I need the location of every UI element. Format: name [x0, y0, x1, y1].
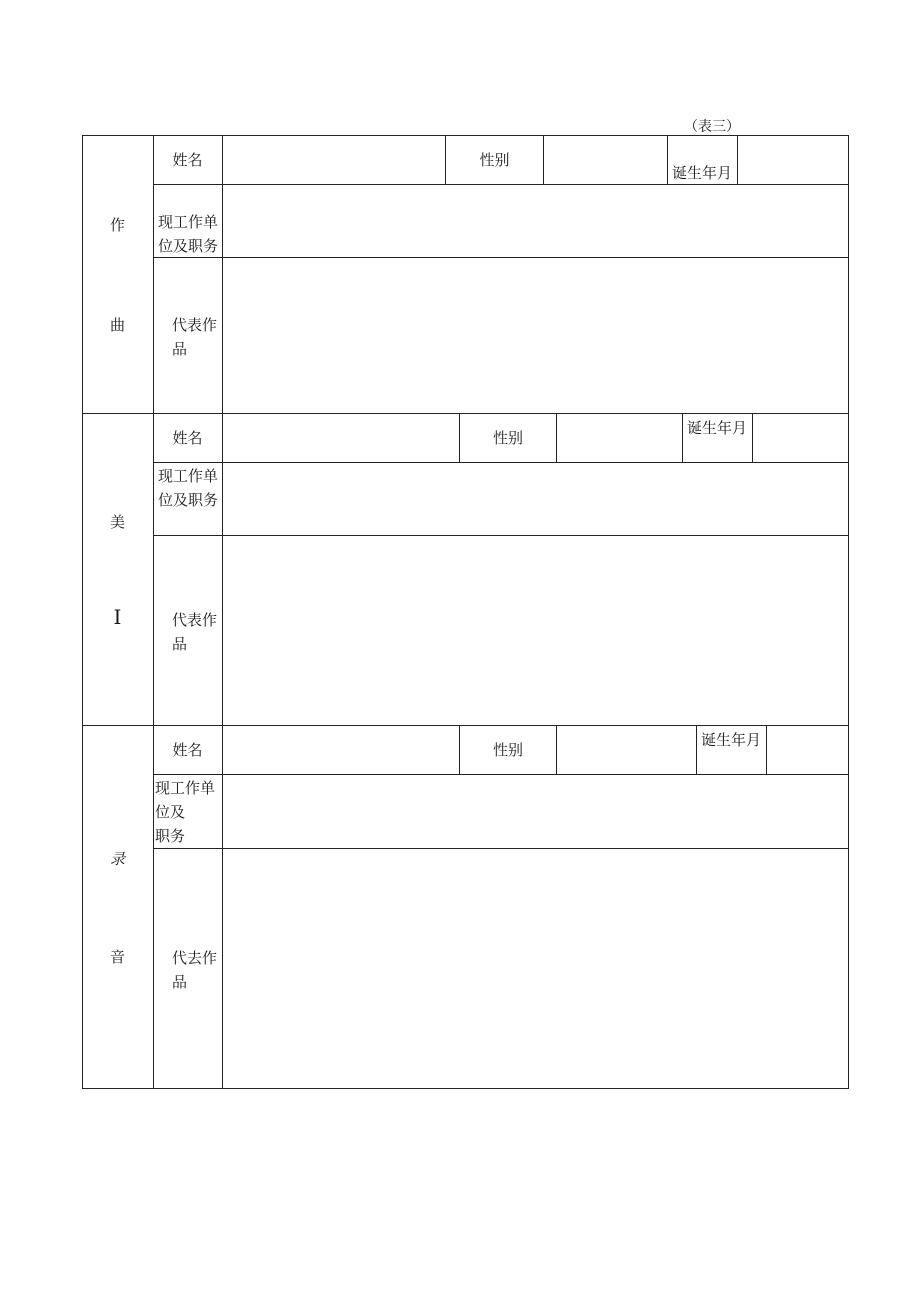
- representative-works-field[interactable]: [223, 849, 848, 1088]
- section-label-char-1: 美: [109, 513, 125, 531]
- work-unit-field[interactable]: [223, 185, 848, 257]
- section-label-char-1: 作: [109, 216, 125, 234]
- work-unit-label: 现工作单 位及职务: [158, 213, 219, 255]
- work-unit-field[interactable]: [223, 463, 848, 535]
- work-unit-label: 现工作单 位及 职务: [155, 779, 216, 845]
- gender-field[interactable]: [544, 136, 667, 184]
- representative-works-label: 代表作 品: [172, 611, 218, 653]
- name-label: 姓名: [172, 429, 203, 447]
- section-label-char-2: 曲: [109, 316, 125, 334]
- representative-works-field[interactable]: [223, 536, 848, 725]
- name-label: 姓名: [172, 741, 203, 759]
- birth-date-label: 诞生年月: [672, 164, 733, 182]
- birth-date-field[interactable]: [767, 726, 848, 774]
- gender-label: 性别: [492, 429, 523, 447]
- birth-date-label: 诞生年月: [687, 419, 748, 437]
- name-field[interactable]: [223, 136, 445, 184]
- gender-label: 性别: [479, 151, 510, 169]
- registration-form: [82, 135, 849, 1089]
- table-caption: （表三）: [684, 119, 740, 135]
- name-field[interactable]: [223, 726, 459, 774]
- representative-works-label: 代去作 品: [172, 949, 218, 991]
- birth-date-label: 诞生年月: [701, 731, 762, 749]
- representative-works-label: 代表作 品: [172, 316, 218, 358]
- section-label-char-2: 音: [109, 948, 125, 966]
- gender-field[interactable]: [557, 414, 682, 462]
- gender-label: 性别: [492, 741, 523, 759]
- section-label-char-2: I: [113, 605, 122, 629]
- section-label-char-1: 录: [109, 850, 125, 868]
- work-unit-label: 现工作单 位及职务: [158, 467, 219, 509]
- birth-date-field[interactable]: [753, 414, 848, 462]
- representative-works-field[interactable]: [223, 258, 848, 413]
- gender-field[interactable]: [557, 726, 696, 774]
- name-field[interactable]: [223, 414, 459, 462]
- birth-date-field[interactable]: [738, 136, 848, 184]
- work-unit-field[interactable]: [223, 775, 848, 848]
- name-label: 姓名: [172, 151, 203, 169]
